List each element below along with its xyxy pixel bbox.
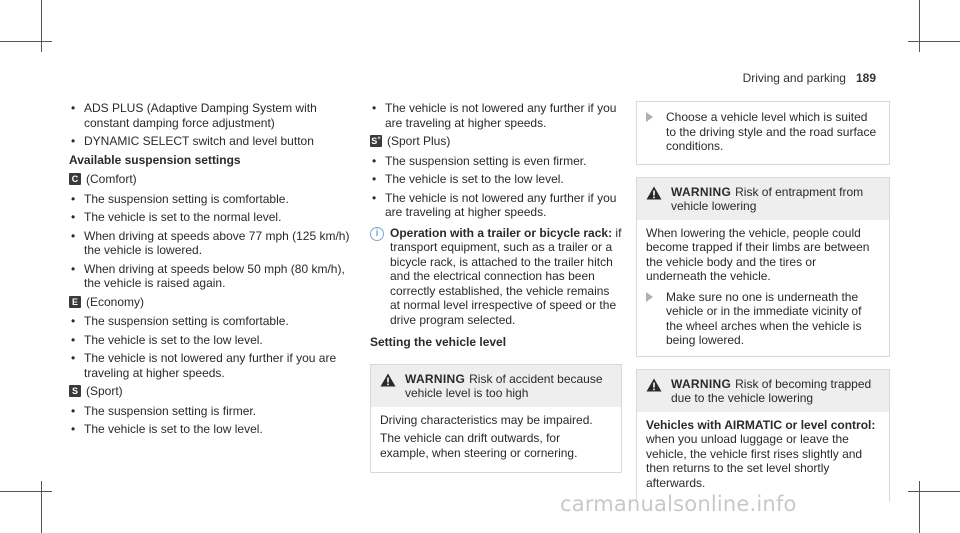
mode-economy (69, 295, 351, 310)
warning-headline: Risk of becoming trapped due to the vehicle lowering (671, 376, 872, 405)
warning-paragraph: The vehicle can drift outwards, for example, when steering or cornering. (380, 431, 578, 460)
warning-box (636, 177, 890, 357)
crop-mark (919, 481, 920, 533)
page-number: 189 (855, 71, 876, 85)
key-superscript: + (377, 136, 381, 143)
warning-text: when you unload luggage or leave the vehicle, the vehicle first rises slightly and then returns to the set level shortly afterwards. (646, 432, 863, 490)
mode-sport-plus (370, 134, 622, 149)
list-item: • The vehicle is not lowered any further if you are traveling at higher speeds. (370, 101, 622, 130)
warning-header (637, 178, 889, 220)
warning-heading (405, 372, 613, 401)
warning-triangle-icon (646, 186, 662, 200)
warning-box (636, 369, 890, 503)
mode-sport (69, 384, 351, 399)
step-text: Choose a vehicle level which is suited to the driving style and the road surface conditions. (666, 110, 877, 153)
warning-lead: Vehicles with AIRMATIC or level control: (646, 417, 876, 432)
mode-label: (Comfort) (86, 172, 137, 186)
list-item: • The vehicle is not lowered any further if you are traveling at higher speeds. (370, 191, 622, 220)
instruction-box (636, 101, 890, 165)
sport-key-icon: S (69, 385, 81, 397)
section-title: Driving and parking (742, 71, 846, 85)
list-item: • DYNAMIC SELECT switch and level button (69, 134, 351, 149)
comfort-key-icon: C (69, 173, 81, 185)
mode-comfort (69, 172, 351, 187)
list-item: • ADS PLUS (Adaptive Damping System with constant damping force adjustment) (69, 101, 351, 130)
list-item: • When driving at speeds above 77 mph (125 km/h) the vehicle is lowered. (69, 229, 351, 258)
list-item: • When driving at speeds below 50 mph (80 km/h), the vehicle is raised again. (69, 262, 351, 291)
list-item: • The vehicle is set to the normal level. (69, 210, 351, 225)
crop-mark (41, 481, 42, 533)
page-header (743, 71, 876, 86)
warning-body (371, 407, 621, 473)
mode-label: (Economy) (86, 294, 145, 309)
column-left (69, 101, 351, 441)
key-letter: S (371, 136, 378, 147)
warning-title: WARNING (405, 371, 466, 386)
warning-heading (671, 185, 881, 214)
info-note (370, 226, 622, 328)
crop-mark (908, 491, 960, 492)
column-right (636, 101, 890, 502)
warning-headline: Risk of entrapment from vehicle lowering (671, 184, 864, 213)
list-item: • The vehicle is set to the low level. (69, 333, 351, 348)
crop-mark (0, 41, 52, 42)
note-title: Operation with a trailer or bicycle rack: (390, 225, 613, 240)
list-item: • The vehicle is set to the low level. (370, 172, 622, 187)
economy-key-icon: E (69, 296, 81, 308)
section-heading: Setting the vehicle level (370, 335, 507, 349)
warning-title: WARNING (671, 184, 732, 199)
crop-mark (919, 0, 920, 52)
mode-label: (Sport) (86, 384, 123, 398)
info-icon: i (370, 227, 384, 241)
warning-paragraph: Driving characteristics may be impaired. (380, 412, 593, 427)
warning-triangle-icon (380, 373, 396, 387)
watermark: carmanualsonline.info (560, 492, 797, 516)
crop-mark (0, 491, 52, 492)
warning-triangle-icon (646, 378, 662, 392)
column-middle (370, 101, 622, 473)
list-item: • The suspension setting is firmer. (69, 404, 351, 419)
note-text (390, 226, 622, 328)
warning-heading (671, 377, 881, 406)
warning-title: WARNING (671, 376, 732, 391)
list-item: • The suspension setting is even firmer. (370, 154, 622, 169)
warning-header (637, 370, 889, 412)
list-item: • The vehicle is not lowered any further if you are traveling at higher speeds. (69, 351, 351, 380)
warning-body (637, 220, 889, 356)
warning-body (637, 412, 889, 503)
instruction-step (646, 290, 880, 348)
list-item: • The vehicle is set to the low level. (69, 422, 351, 437)
note-body-text: if transport equipment, such as a trailer or a bicycle rack, is attached to the trailer hitch and the electrical connection has been correctly established, the vehicle remains at normal level irrespective of speed or the drive program selected. (390, 225, 622, 327)
warning-headline: Risk of accident because vehicle level is too high (405, 371, 603, 400)
step-arrow-icon (646, 112, 653, 122)
list-item: • The suspension setting is comfortable. (69, 314, 351, 329)
list-item: • The suspension setting is comfortable. (69, 192, 351, 207)
instruction-step (646, 110, 880, 154)
mode-label: (Sport Plus) (387, 134, 451, 148)
crop-mark (908, 41, 960, 42)
crop-mark (41, 0, 42, 52)
warning-paragraph: When lowering the vehicle, people could become trapped if their limbs are between the vehicle body and the tires or underneath the vehicle. (646, 225, 870, 283)
section-heading: Available suspension settings (69, 152, 241, 167)
sport-plus-key-icon (370, 135, 382, 147)
step-text: Make sure no one is underneath the vehicle or in the immediate vicinity of the wheel arches when the vehicle is being lowered. (666, 289, 862, 347)
warning-header (371, 365, 621, 407)
warning-paragraph (646, 418, 880, 491)
step-arrow-icon (646, 292, 653, 302)
warning-box (370, 364, 622, 474)
